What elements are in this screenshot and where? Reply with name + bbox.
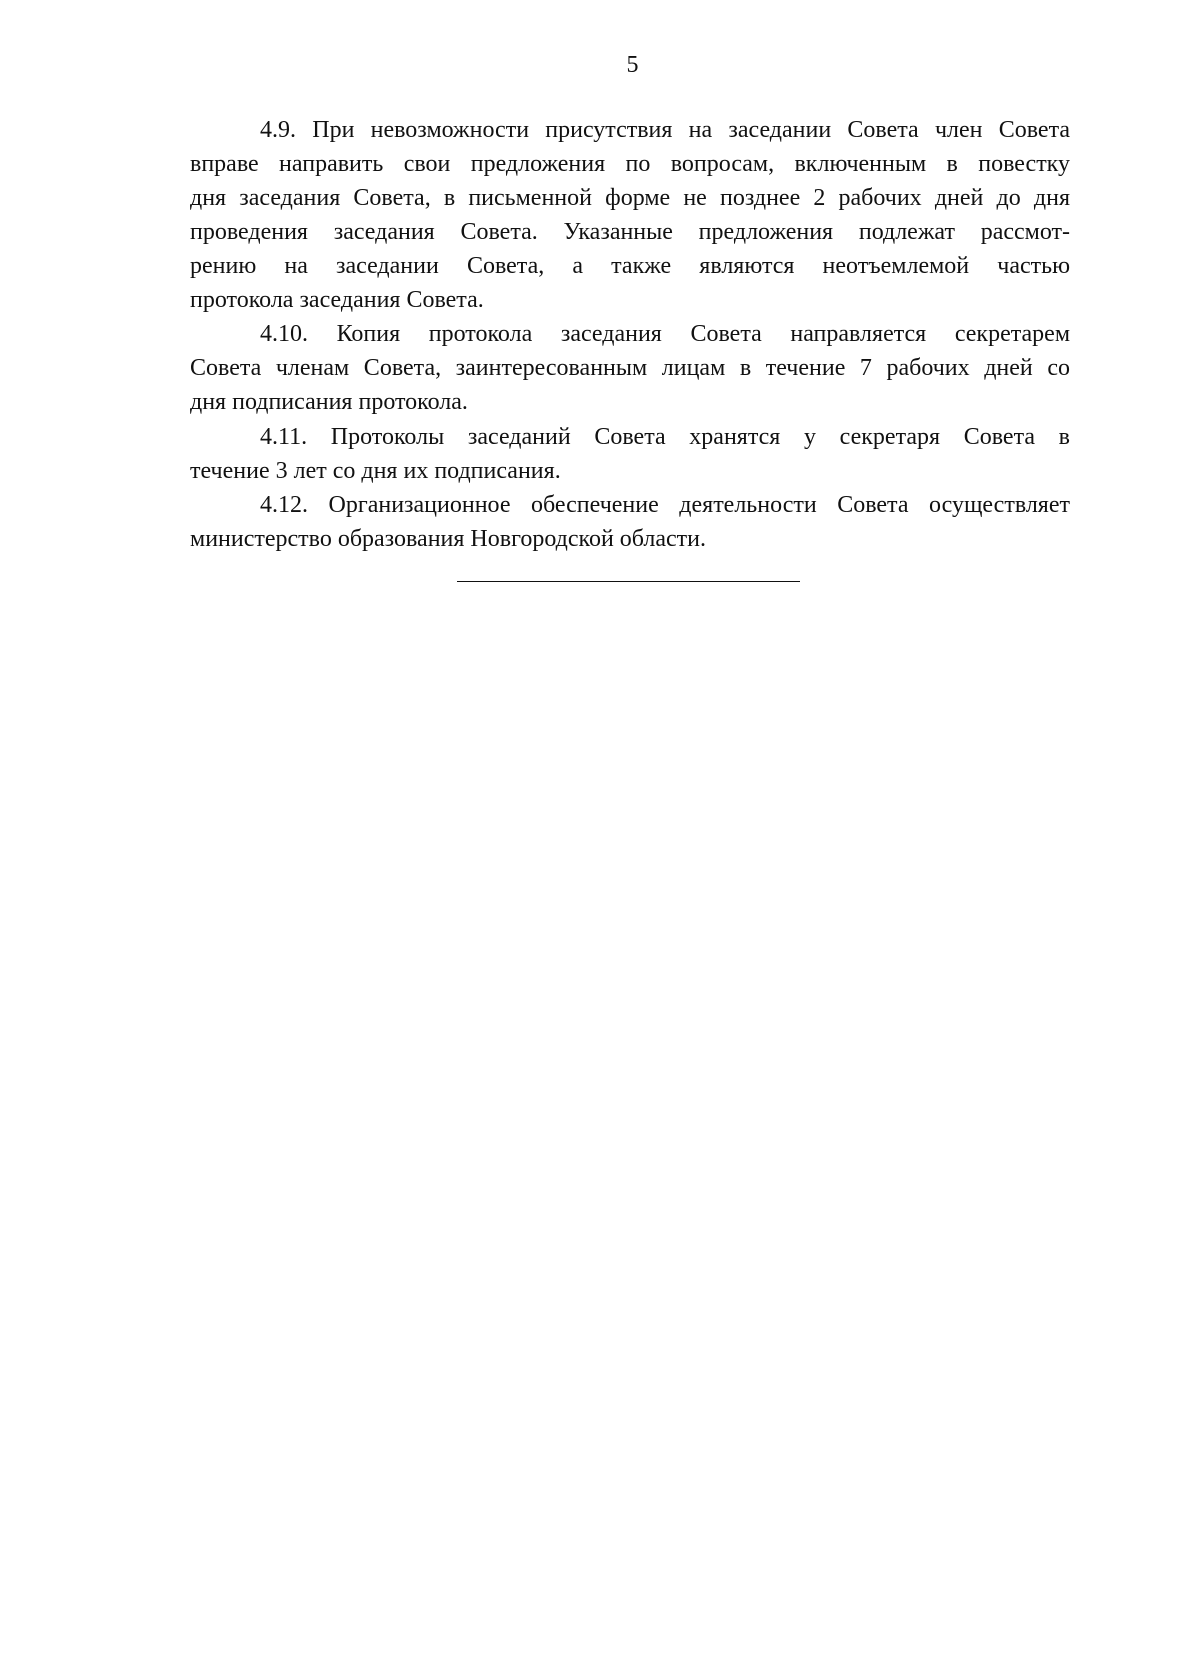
document-body bbox=[190, 113, 1070, 556]
paragraph-4-11 bbox=[190, 420, 1070, 488]
text-line: 4.9. При невозможности присутствия на заседании Совета член Совета bbox=[260, 117, 1070, 143]
text-line: дня подписания протокола. bbox=[190, 389, 468, 415]
paragraph-4-10 bbox=[190, 317, 1070, 419]
text-line: 4.10. Копия протокола заседания Совета направляется секретарем bbox=[260, 321, 1070, 347]
text-line: проведения заседания Совета. Указанные предложения подлежат рассмот- bbox=[190, 219, 1070, 245]
text-line: 4.12. Организационное обеспечение деятельности Совета осуществляет bbox=[260, 492, 1070, 518]
text-line: течение 3 лет со дня их подписания. bbox=[190, 458, 561, 484]
paragraph-4-9 bbox=[190, 113, 1070, 317]
end-divider bbox=[457, 581, 800, 582]
text-line: рению на заседании Совета, а также являются неотъемлемой частью bbox=[190, 253, 1070, 279]
text-line: Совета членам Совета, заинтересованным лицам в течение 7 рабочих дней со bbox=[190, 355, 1070, 381]
paragraph-4-12 bbox=[190, 488, 1070, 556]
text-line: вправе направить свои предложения по вопросам, включенным в повестку bbox=[190, 151, 1070, 177]
text-line: 4.11. Протоколы заседаний Совета хранятся у секретаря Совета в bbox=[260, 424, 1070, 450]
page-number: 5 bbox=[626, 52, 639, 78]
text-line: дня заседания Совета, в письменной форме не позднее 2 рабочих дней до дня bbox=[190, 185, 1070, 211]
text-line: протокола заседания Совета. bbox=[190, 287, 484, 313]
text-line: министерство образования Новгородской области. bbox=[190, 526, 707, 552]
